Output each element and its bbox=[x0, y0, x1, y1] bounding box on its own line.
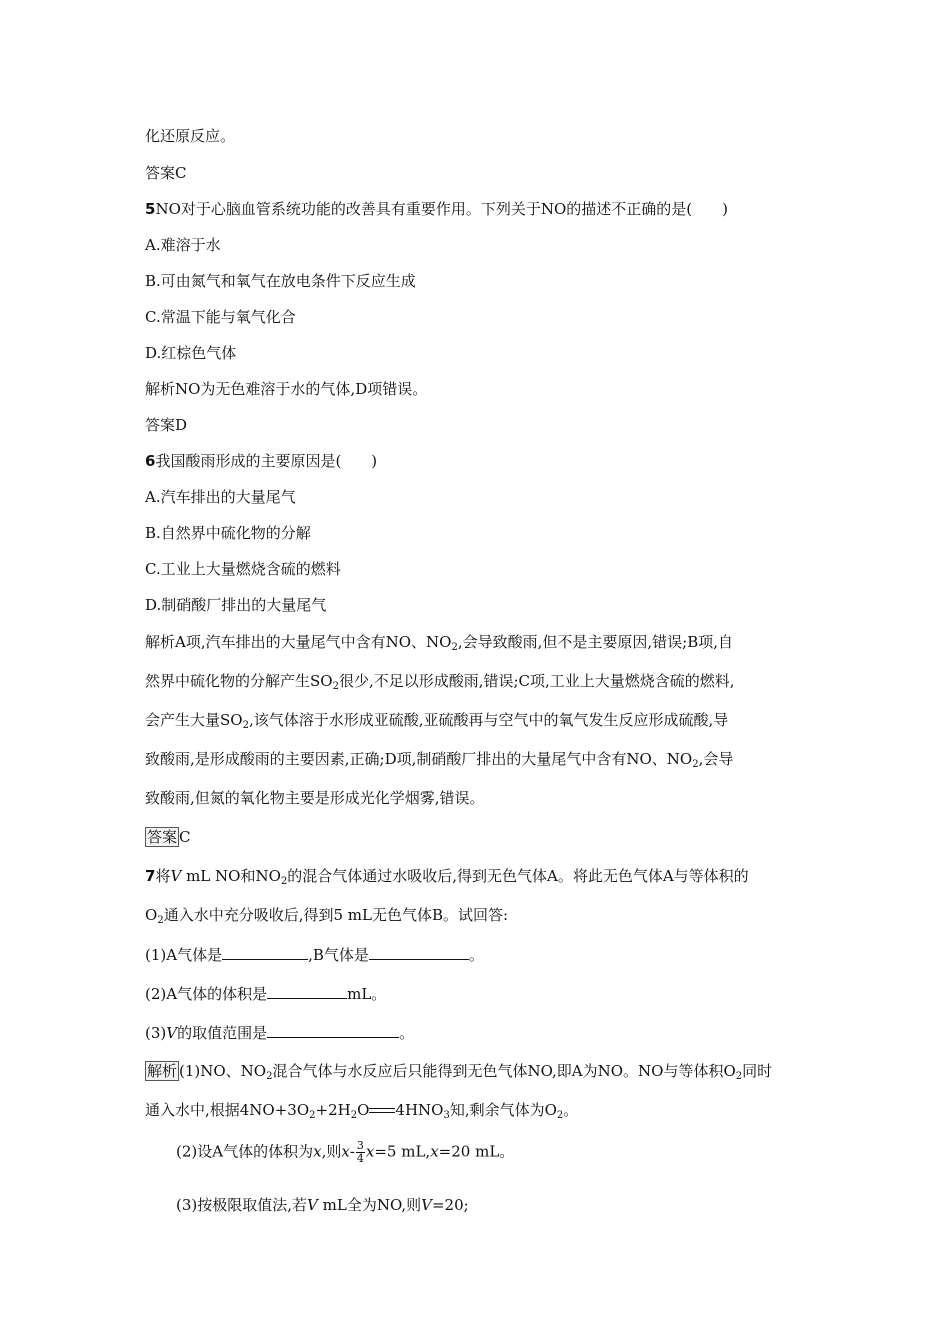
variable-v: V bbox=[170, 867, 182, 885]
text-run: 通入水中充分吸收后,得到5 mL无色气体B。试回答: bbox=[163, 906, 509, 924]
subscript: 2 bbox=[350, 1110, 358, 1121]
q5-analysis: 解析NO为无色难溶于水的气体,D项错误。 bbox=[145, 380, 428, 398]
text-run: 知,剩余气体为O bbox=[449, 1101, 557, 1119]
q7-stem-line-1 bbox=[145, 866, 749, 886]
subscript: 3 bbox=[443, 1110, 450, 1121]
text-run: O bbox=[357, 1101, 370, 1119]
q7-part-1 bbox=[145, 944, 484, 965]
text-run: (3) bbox=[145, 1024, 167, 1042]
q5-answer: 答案D bbox=[145, 416, 188, 434]
text-run: ,会导 bbox=[698, 750, 734, 768]
text-run: 的混合气体通过水吸收后,得到无色气体A。将此无色气体A与等体积的 bbox=[287, 867, 749, 885]
text-run: 然界中硫化物的分解产生SO bbox=[145, 672, 333, 690]
q6-option-c: C.工业上大量燃烧含硫的燃料 bbox=[145, 560, 341, 578]
reaction-equals-sign bbox=[369, 1108, 395, 1114]
text-run: 混合气体与水反应后只能得到无色气体NO,即A为NO。NO与等体积O bbox=[272, 1062, 736, 1080]
q6-analysis-line-1 bbox=[145, 632, 733, 652]
q7-analysis-line-3 bbox=[176, 1140, 514, 1165]
q5-option-c: C.常温下能与氧气化合 bbox=[145, 308, 296, 326]
text-run: =5 mL, bbox=[374, 1142, 431, 1161]
text-run: mL NO和NO bbox=[181, 867, 281, 885]
answer-blank-b-gas[interactable] bbox=[369, 944, 469, 960]
text-run: 。 bbox=[563, 1101, 579, 1119]
text-run: mL。 bbox=[347, 985, 387, 1003]
answer-label-box: 答案 bbox=[147, 828, 178, 846]
variable-v: V bbox=[421, 1196, 432, 1214]
answer-blank-a-gas[interactable] bbox=[222, 944, 308, 960]
q6-analysis-line-4 bbox=[145, 749, 733, 769]
text-run: =20; bbox=[431, 1196, 469, 1214]
subscript: 2 bbox=[309, 1110, 316, 1121]
q6-answer bbox=[145, 827, 191, 847]
variable-x: x bbox=[313, 1142, 322, 1161]
text-run: 致酸雨,是形成酸雨的主要因素,正确;D项,制硝酸厂排出的大量尾气中含有NO、NO bbox=[145, 750, 693, 768]
text-run: (1)A气体是 bbox=[145, 946, 223, 964]
q6-analysis-line-2 bbox=[145, 671, 735, 691]
q5-option-b: B.可由氮气和氧气在放电条件下反应生成 bbox=[145, 272, 416, 290]
q6-number: 6 bbox=[145, 452, 156, 470]
variable-x: x bbox=[365, 1142, 375, 1161]
q6-option-a: A.汽车排出的大量尾气 bbox=[145, 488, 296, 506]
subscript: 2 bbox=[735, 1071, 743, 1082]
subscript: 2 bbox=[242, 720, 249, 731]
q6-stem-text: 我国酸雨形成的主要原因是( ) bbox=[155, 452, 378, 470]
text-run: 同时 bbox=[742, 1062, 773, 1080]
q5-number: 5 bbox=[145, 200, 156, 218]
q7-part-3 bbox=[145, 1022, 414, 1043]
subscript: 2 bbox=[157, 915, 164, 926]
text-run: 。 bbox=[468, 946, 484, 964]
variable-v: V bbox=[307, 1196, 318, 1214]
text-run: +2H bbox=[315, 1101, 351, 1119]
q7-number: 7 bbox=[145, 867, 156, 885]
q6-answer-value: C bbox=[179, 828, 191, 846]
text-run: (1)NO、NO bbox=[179, 1062, 267, 1080]
variable-x: x bbox=[430, 1142, 439, 1161]
fraction-denominator: 4 bbox=[356, 1152, 364, 1165]
text-run: 很少,不足以形成酸雨,错误;C项,工业上大量燃烧含硫的燃料, bbox=[338, 672, 735, 690]
text-run: 将 bbox=[155, 867, 171, 885]
q7-analysis-line-1 bbox=[145, 1061, 772, 1081]
fraction-numerator: 3 bbox=[356, 1139, 364, 1152]
q4-tail-text: 化还原反应。 bbox=[145, 127, 236, 145]
text-run: mL全为NO,则 bbox=[317, 1196, 422, 1214]
variable-v: V bbox=[166, 1024, 178, 1042]
q7-analysis-line-2 bbox=[145, 1100, 578, 1120]
q5-stem bbox=[145, 199, 728, 219]
subscript: 2 bbox=[332, 681, 339, 692]
q6-option-b: B.自然界中硫化物的分解 bbox=[145, 524, 311, 542]
q6-analysis-line-5: 致酸雨,但氮的氧化物主要是形成光化学烟雾,错误。 bbox=[145, 789, 485, 807]
q7-analysis-line-4 bbox=[176, 1195, 469, 1215]
text-run: 通入水中,根据4NO+3O bbox=[145, 1101, 310, 1119]
subscript: 2 bbox=[280, 876, 288, 887]
text-run: - bbox=[349, 1142, 355, 1161]
text-run: 的取值范围是 bbox=[177, 1024, 268, 1042]
text-run: ,该气体溶于水形成亚硫酸,亚硫酸再与空气中的氧气发生反应形成硫酸,导 bbox=[248, 711, 729, 729]
subscript: 2 bbox=[692, 759, 699, 770]
text-run: ,则 bbox=[321, 1142, 342, 1161]
q5-stem-text: NO对于心脑血管系统功能的改善具有重要作用。下列关于NO的描述不正确的是( ) bbox=[155, 200, 728, 218]
subscript: 2 bbox=[266, 1071, 273, 1082]
text-run: ,B气体是 bbox=[308, 946, 369, 964]
answer-blank-v-range[interactable] bbox=[267, 1022, 399, 1038]
q4-answer: 答案C bbox=[145, 164, 187, 182]
text-run: 4HNO bbox=[395, 1101, 444, 1119]
text-run: (3)按极限取值法,若 bbox=[176, 1196, 308, 1214]
text-run: 会产生大量SO bbox=[145, 711, 243, 729]
q5-option-a: A.难溶于水 bbox=[145, 236, 221, 254]
text-run: (2)A气体的体积是 bbox=[145, 985, 268, 1003]
subscript: 2 bbox=[451, 642, 458, 653]
text-run: =20 mL。 bbox=[438, 1142, 515, 1161]
q6-stem bbox=[145, 451, 377, 471]
q6-option-d: D.制硝酸厂排出的大量尾气 bbox=[145, 596, 327, 614]
subscript: 2 bbox=[556, 1110, 564, 1121]
text-run: 解析A项,汽车排出的大量尾气中含有NO、NO bbox=[145, 633, 452, 651]
q7-part-2 bbox=[145, 983, 386, 1004]
analysis-label-box: 解析 bbox=[147, 1062, 178, 1080]
q5-option-d: D.红棕色气体 bbox=[145, 344, 237, 362]
text-run: (2)设A气体的体积为 bbox=[176, 1142, 314, 1161]
variable-x: x bbox=[341, 1142, 350, 1161]
q6-analysis-line-3 bbox=[145, 710, 728, 730]
text-run: ,会导致酸雨,但不是主要原因,错误;B项,自 bbox=[457, 633, 733, 651]
text-run: 。 bbox=[399, 1024, 415, 1042]
text-run: O bbox=[145, 906, 158, 924]
q7-stem-line-2 bbox=[145, 905, 508, 925]
fraction bbox=[356, 1140, 365, 1165]
answer-blank-a-volume[interactable] bbox=[267, 983, 347, 999]
